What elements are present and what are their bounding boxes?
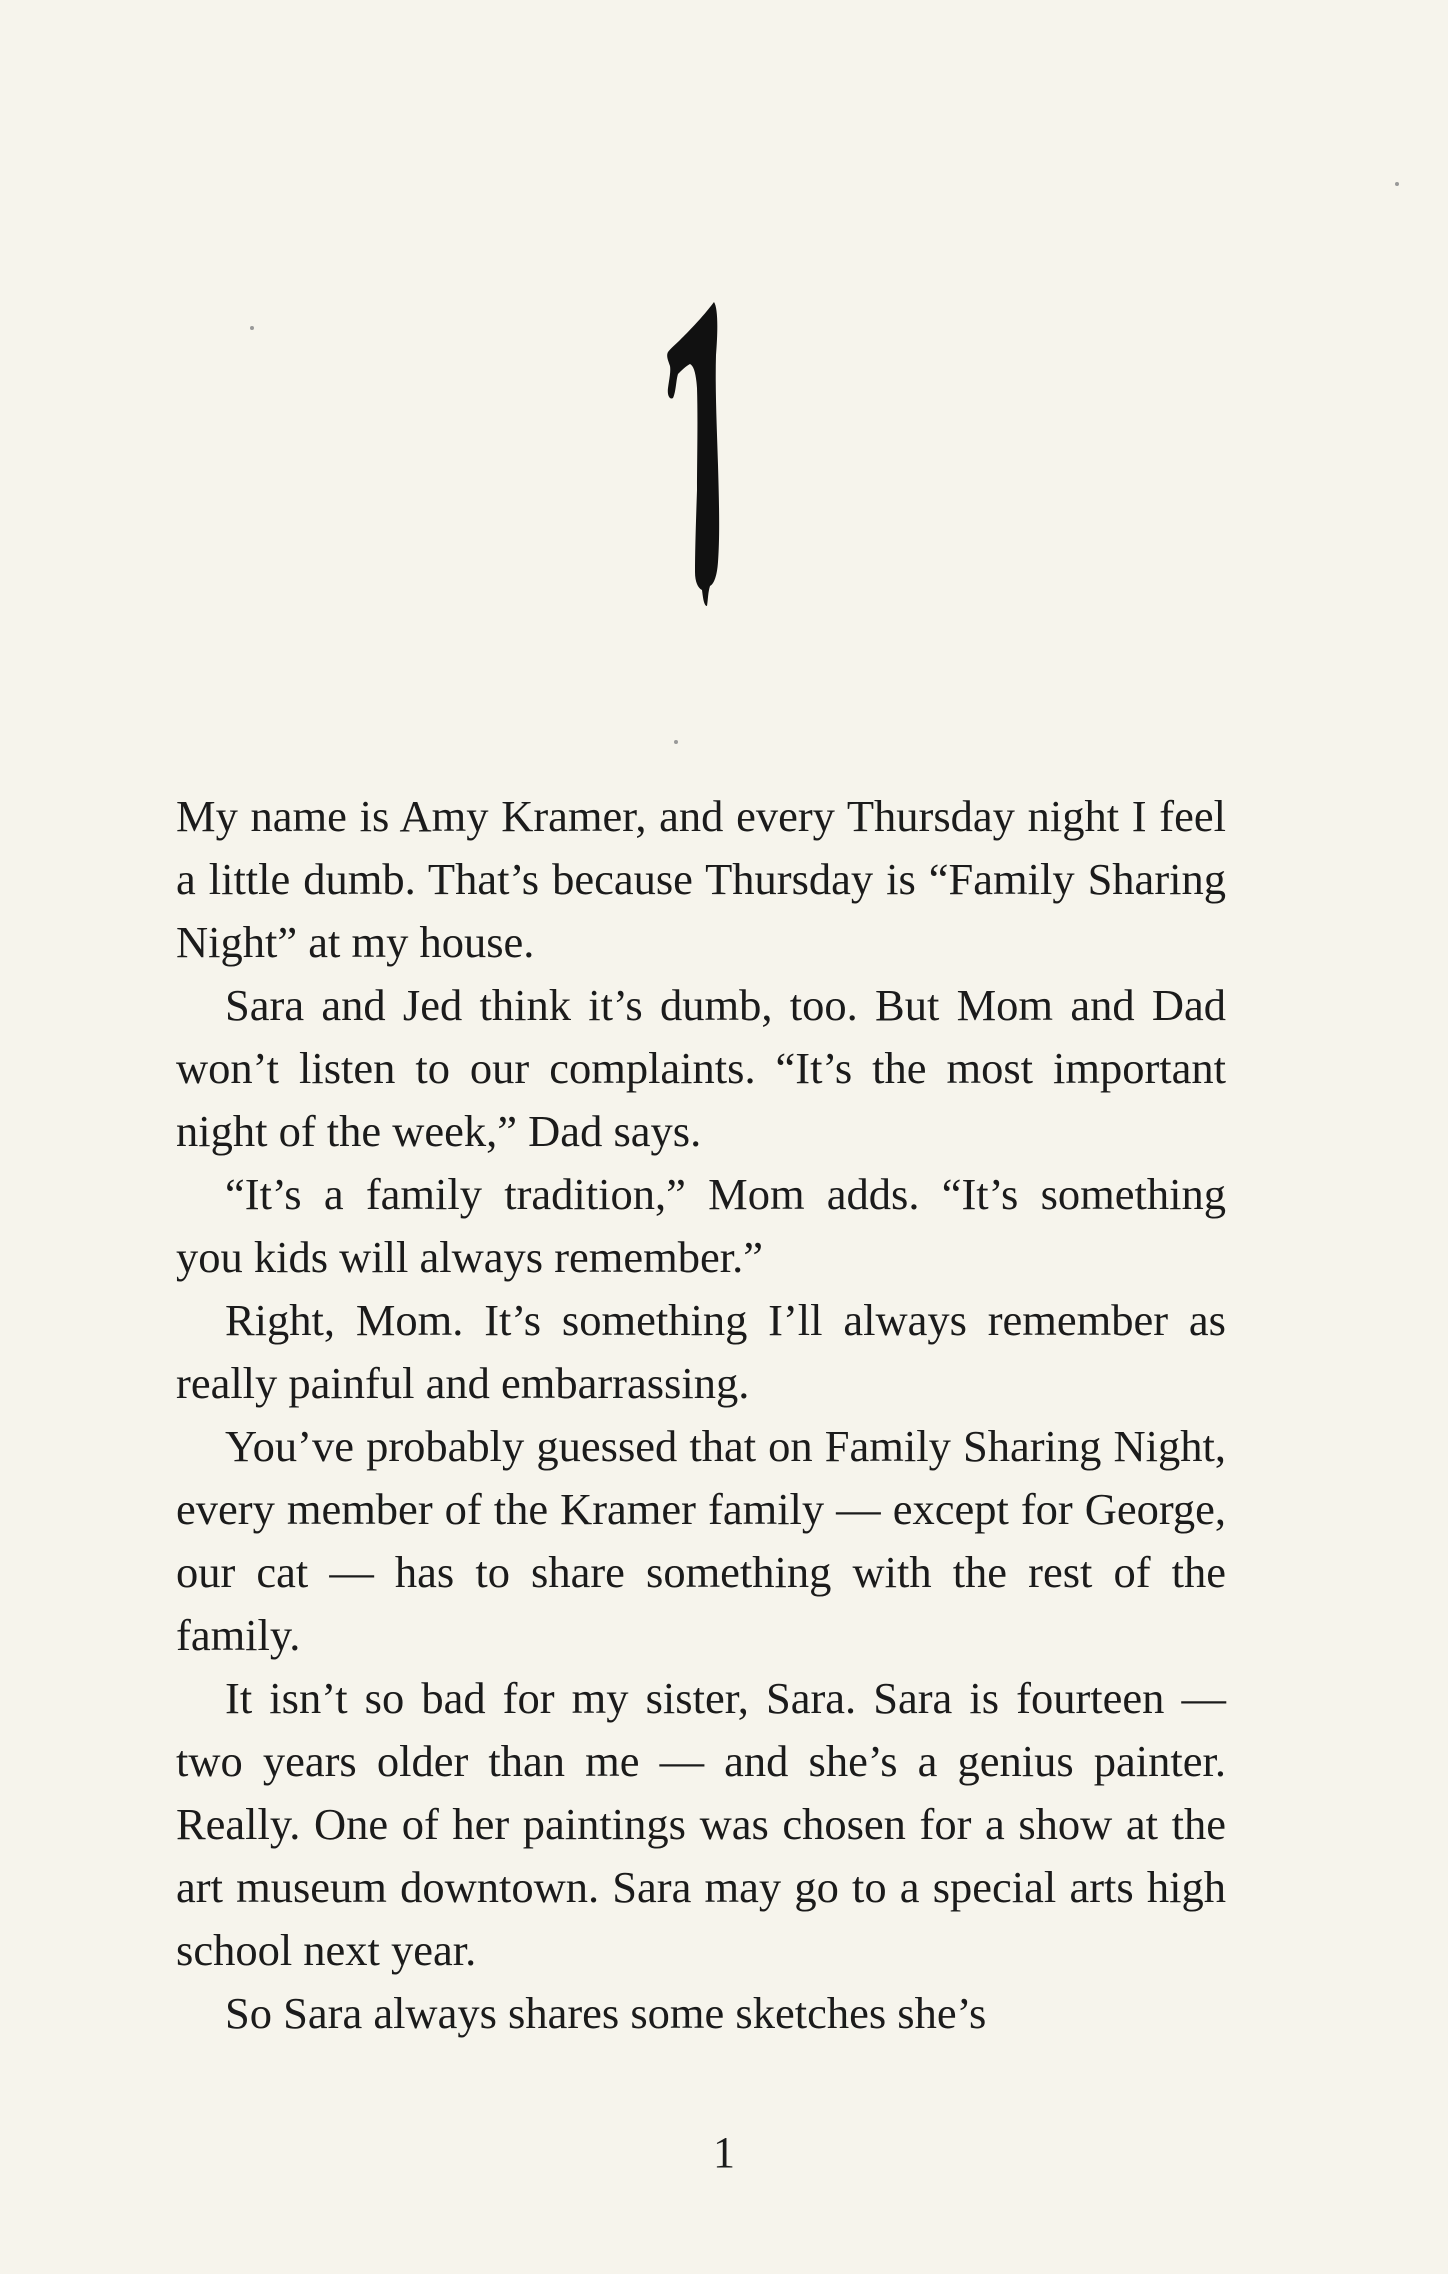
paragraph: So Sara always shares some sketches she’s (225, 1988, 987, 2038)
paragraph: It isn’t so bad for my sister, Sara. Sara is fourteen — two years older than me — and she’s a genius painter. Really. One of her paintings was chosen for a show at the art museum downtown. Sara may go to a special arts high school next year. (176, 1673, 1226, 1975)
paragraph: Right, Mom. It’s something I’ll always remember as really painful and embarrassing. (176, 1295, 1226, 1408)
paragraph: My name is Amy Kramer, and every Thursday night I feel a little dumb. That’s because Thursday is “Family Sharing Night” at my house. (176, 791, 1226, 967)
paragraph: Sara and Jed think it’s dumb, too. But Mom and Dad won’t listen to our complaints. “It’s the most important night of the week,” Dad says. (176, 980, 1226, 1156)
scan-speck (674, 740, 678, 744)
scan-speck (250, 326, 254, 330)
chapter-number-graphic (640, 300, 760, 610)
paragraph: You’ve probably guessed that on Family Sharing Night, every member of the Kramer family — except for George, our cat — has to share something with the rest of the family. (176, 1421, 1226, 1660)
dripping-number-one-icon (640, 300, 760, 610)
chapter-body-text (176, 785, 1226, 2045)
page-number: 1 (713, 2128, 735, 2177)
scan-speck (1395, 182, 1399, 186)
paragraph: “It’s a family tradition,” Mom adds. “It’s something you kids will always remember.” (176, 1169, 1226, 1282)
